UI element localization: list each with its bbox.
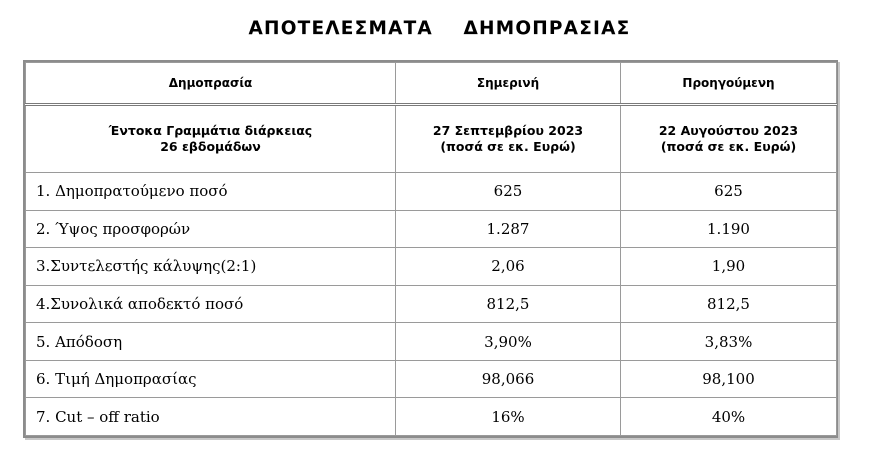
table-row (26, 285, 837, 323)
table-row (26, 360, 837, 398)
subheader-current-date (396, 105, 621, 173)
row-current-value: 3,90% (396, 323, 621, 361)
row-label: 2. Ύψος προσφορών (26, 210, 396, 248)
page-title: ΑΠΟΤΕΛΕΣΜΑΤΑ ΔΗΜΟΠΡΑΣΙΑΣ (248, 18, 631, 39)
instrument-duration: 26 εβδομάδων (160, 139, 261, 155)
auction-results-table (23, 60, 838, 438)
row-current-value: 812,5 (396, 285, 621, 323)
row-previous-value: 1.190 (621, 210, 837, 248)
subheader-instrument (26, 105, 396, 173)
row-previous-value: 98,100 (621, 360, 837, 398)
table-row (26, 248, 837, 286)
row-previous-value: 3,83% (621, 323, 837, 361)
row-label: 7. Cut – off ratio (26, 398, 396, 436)
header-previous: Προηγούμενη (621, 63, 837, 105)
table-row (26, 323, 837, 361)
header-row (26, 63, 837, 105)
previous-units: (ποσά σε εκ. Ευρώ) (660, 139, 797, 155)
header-auction: Δημοπρασία (26, 63, 396, 105)
current-date: 27 Σεπτεμβρίου 2023 (432, 123, 584, 139)
subheader-row (26, 105, 837, 173)
current-units: (ποσά σε εκ. Ευρώ) (440, 139, 576, 155)
row-label: 3.Συντελεστής κάλυψης(2:1) (26, 248, 396, 286)
previous-date: 22 Αυγούστου 2023 (658, 123, 799, 139)
instrument-name: Έντοκα Γραμμάτια διάρκειας (108, 123, 313, 139)
subheader-previous-date (621, 105, 837, 173)
row-previous-value: 625 (621, 173, 837, 211)
row-label: 1. Δημοπρατούμενο ποσό (26, 173, 396, 211)
header-current: Σημερινή (396, 63, 621, 105)
row-current-value: 625 (396, 173, 621, 211)
row-current-value: 2,06 (396, 248, 621, 286)
table-row (26, 210, 837, 248)
table-row (26, 173, 837, 211)
row-label: 6. Τιμή Δημοπρασίας (26, 360, 396, 398)
row-label: 5. Απόδοση (26, 323, 396, 361)
row-current-value: 1.287 (396, 210, 621, 248)
row-label: 4.Συνολικά αποδεκτό ποσό (26, 285, 396, 323)
row-previous-value: 812,5 (621, 285, 837, 323)
row-previous-value: 40% (621, 398, 837, 436)
row-previous-value: 1,90 (621, 248, 837, 286)
row-current-value: 98,066 (396, 360, 621, 398)
table-row (26, 398, 837, 436)
row-current-value: 16% (396, 398, 621, 436)
